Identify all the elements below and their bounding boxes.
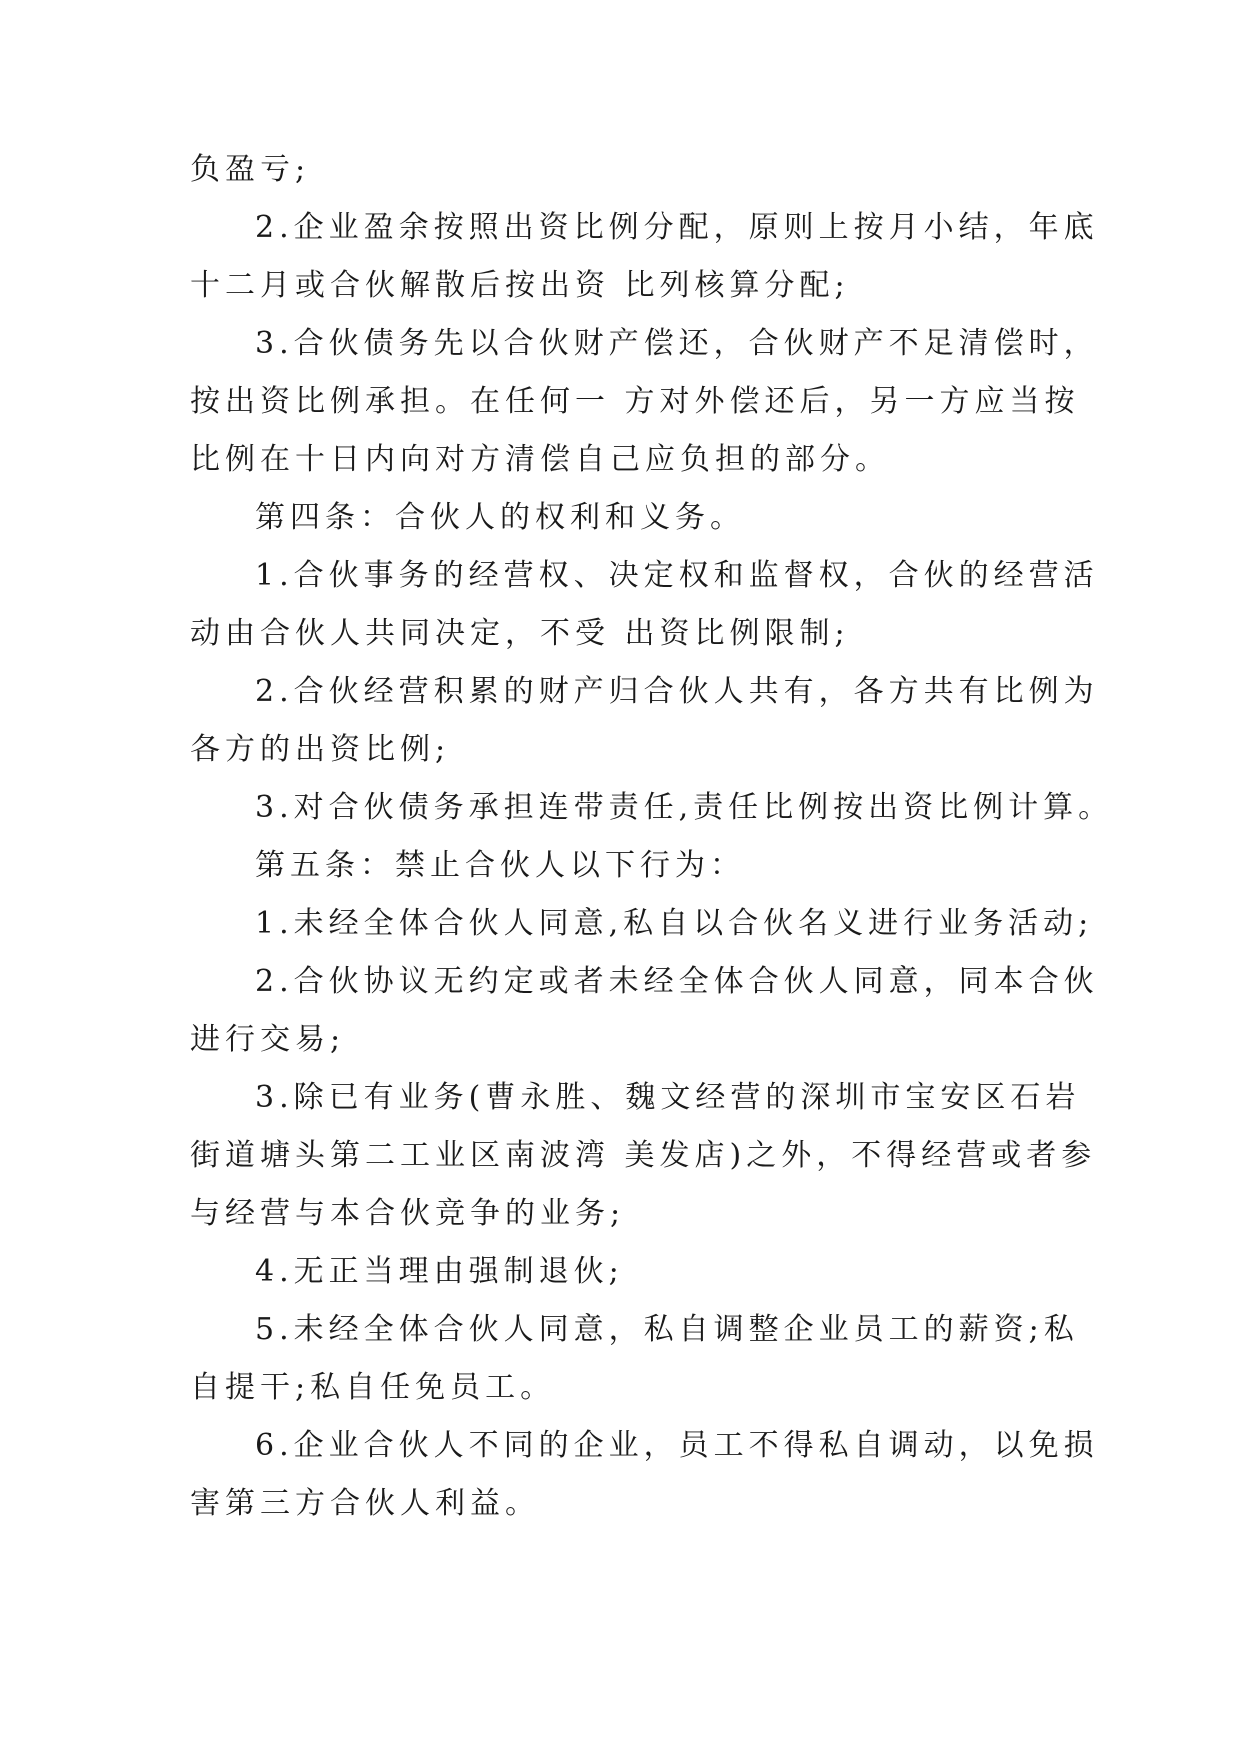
section-heading: 第四条：合伙人的权利和义务。 <box>255 500 745 535</box>
text-line: 3.对合伙债务承担连带责任,责任比例按出资比例计算。 <box>255 790 1114 825</box>
text-line: 1.未经全体合伙人同意,私自以合伙名义进行业务活动; <box>255 906 1094 941</box>
text-line: 进行交易; <box>190 1022 346 1057</box>
text-line: 街道塘头第二工业区南波湾 美发店)之外，不得经营或者参 <box>190 1138 1097 1173</box>
text-line: 自提干;私自任免员工。 <box>190 1370 556 1405</box>
text-line: 比例在十日内向对方清偿自己应负担的部分。 <box>190 442 890 477</box>
text-line: 2.合伙经营积累的财产归合伙人共有，各方共有比例为 <box>255 674 1099 709</box>
text-line: 动由合伙人共同决定，不受 出资比例限制; <box>190 616 850 651</box>
text-line: 各方的出资比例; <box>190 732 451 767</box>
text-line: 1.合伙事务的经营权、决定权和监督权，合伙的经营活 <box>255 558 1099 593</box>
text-line: 与经营与本合伙竞争的业务; <box>190 1196 626 1231</box>
text-line: 3.合伙债务先以合伙财产偿还，合伙财产不足清偿时， <box>255 326 1099 361</box>
text-line: 害第三方合伙人利益。 <box>190 1486 540 1521</box>
text-line: 按出资比例承担。在任何一 方对外偿还后，另一方应当按 <box>190 384 1080 419</box>
text-line: 5.未经全体合伙人同意，私自调整企业员工的薪资;私 <box>255 1312 1079 1347</box>
text-line: 2.合伙协议无约定或者未经全体合伙人同意，同本合伙 <box>255 964 1099 999</box>
section-heading: 第五条：禁止合伙人以下行为： <box>255 848 745 883</box>
text-line: 3.除已有业务(曹永胜、魏文经营的深圳市宝安区石岩 <box>255 1080 1081 1115</box>
text-line: 6.企业合伙人不同的企业，员工不得私自调动，以免损 <box>255 1428 1099 1463</box>
text-line: 负盈亏; <box>190 152 311 187</box>
text-line: 4.无正当理由强制退伙; <box>255 1254 624 1289</box>
text-line: 2.企业盈余按照出资比例分配，原则上按月小结，年底 <box>255 210 1099 245</box>
text-line: 十二月或合伙解散后按出资 比列核算分配; <box>190 268 850 303</box>
